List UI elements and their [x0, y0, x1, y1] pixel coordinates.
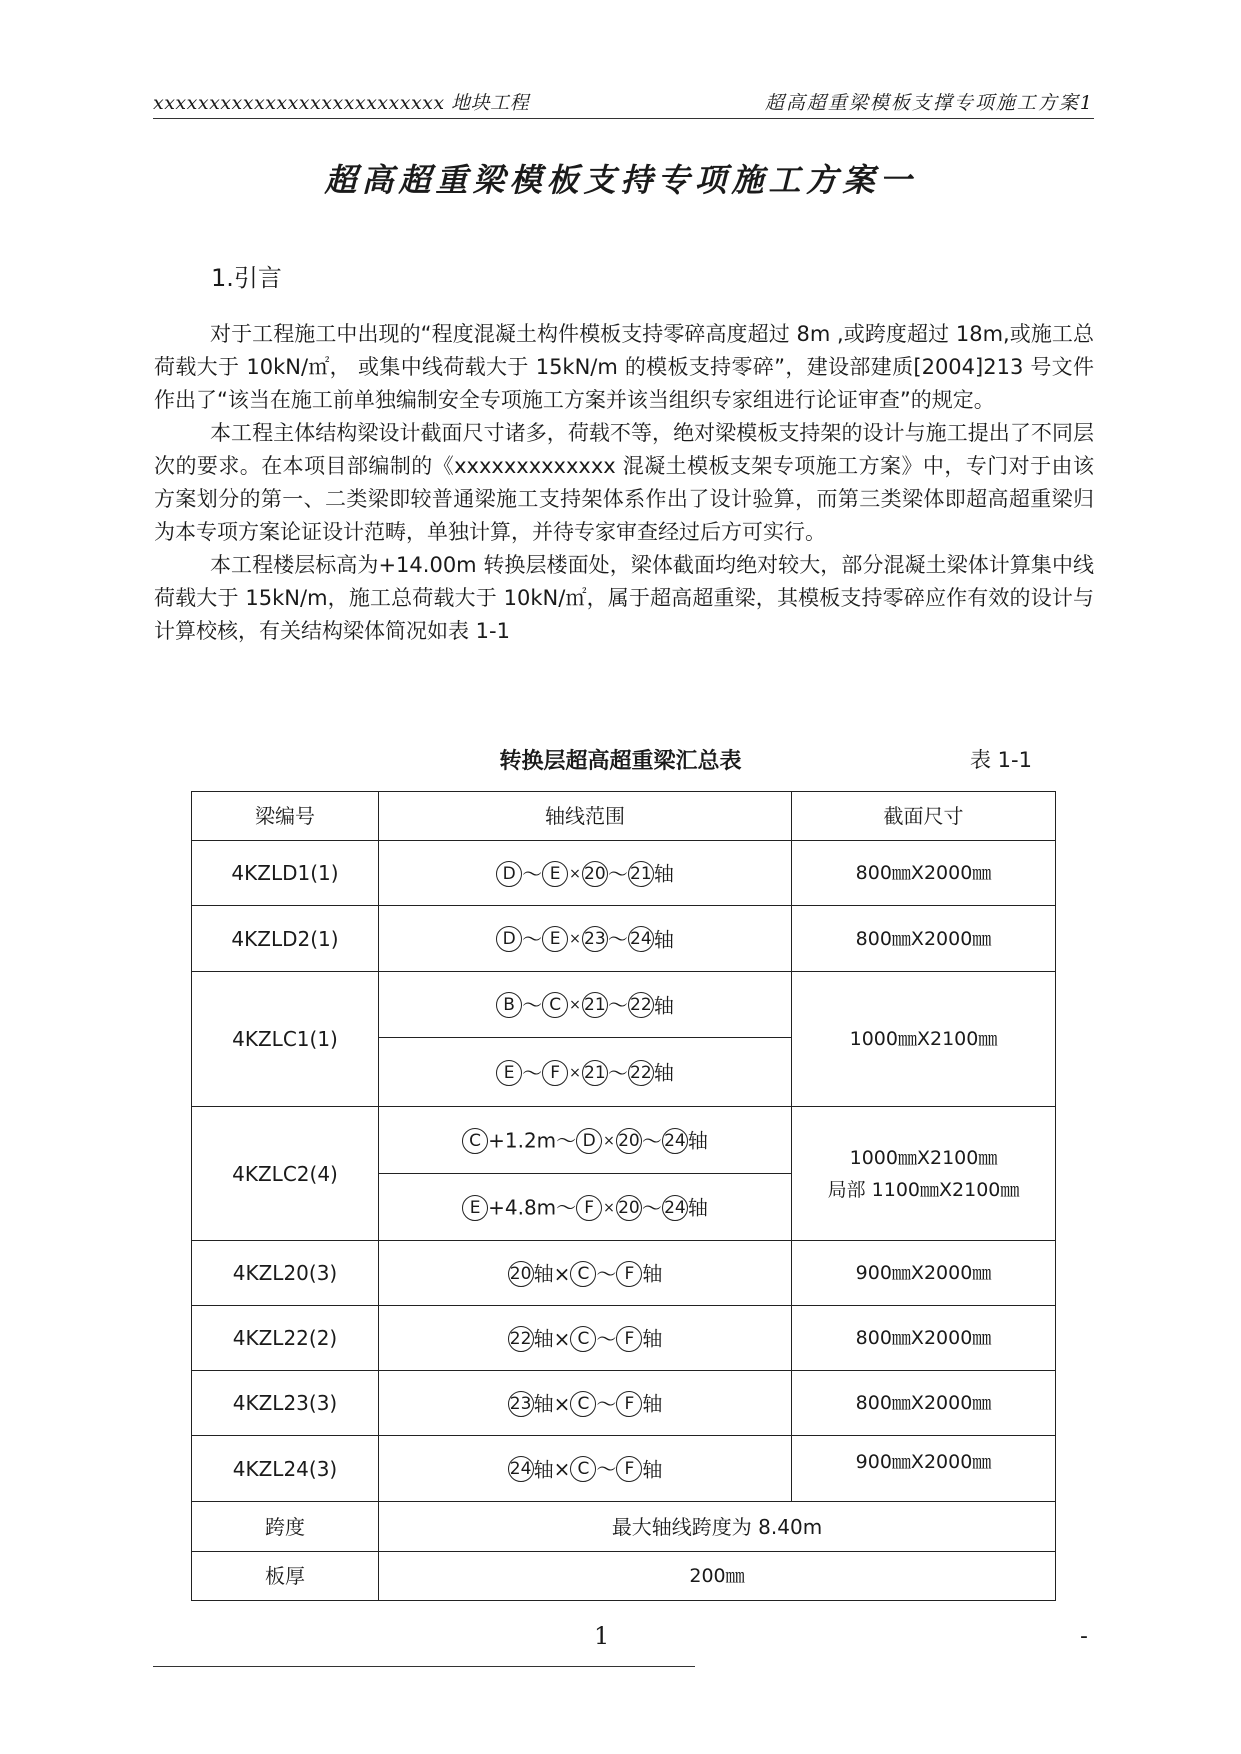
axis-circle: C: [570, 1456, 596, 1482]
span-label: 跨度: [192, 1502, 379, 1552]
section-size: [792, 1107, 1056, 1241]
axis-circle: F: [616, 1391, 642, 1417]
times: ×: [569, 1064, 581, 1081]
tilde: ～: [641, 1195, 662, 1220]
header-project: xxxxxxxxxxxxxxxxxxxxxxxxxx 地块工程: [153, 92, 530, 114]
running-header: [153, 84, 1094, 119]
axis-word: 轴: [533, 1391, 554, 1416]
axis-circle: E: [542, 926, 568, 952]
paragraph-1: 对于工程施工中出现的“程度混凝土构件模板支持零碎高度超过 8m ,或跨度超过 18m,或施工总荷载大于 10kN/㎡， 或集中线荷载大于 15kN/m 的模板支持零碎”，建设部建质[2004]213 号文件作出了“该当在施工前单独编制安全专项施工方案并该当组织专家组进行论证审查”的规定。: [154, 322, 1094, 412]
beam-id: 4KZL23(3): [192, 1371, 379, 1436]
times: ×: [553, 1261, 571, 1286]
axis-circle: D: [576, 1128, 602, 1154]
tilde: ～: [596, 1326, 617, 1351]
axis-circle: C: [570, 1261, 596, 1287]
axis-word: 轴: [653, 861, 674, 886]
section-size: 1000㎜X2100㎜: [792, 972, 1056, 1107]
section-size: 900㎜X2000㎜: [792, 1241, 1056, 1306]
axis-circle: 20: [582, 861, 608, 887]
axis-range: [379, 906, 792, 972]
axis-range: [379, 841, 792, 906]
axis-word: 轴: [642, 1326, 663, 1351]
header-beam-id: 梁编号: [192, 792, 379, 841]
tilde: ～: [522, 993, 543, 1018]
beam-id: 4KZL24(3): [192, 1436, 379, 1502]
footer-rule: [153, 1666, 695, 1667]
axis-word: 轴: [642, 1457, 663, 1482]
times: ×: [553, 1391, 571, 1416]
axis-circle: 24: [662, 1195, 688, 1221]
axis-range: [379, 1038, 792, 1107]
table-row: [192, 972, 1056, 1038]
span-value: 最大轴线跨度为 8.40m: [379, 1502, 1056, 1552]
axis-circle: 21: [628, 861, 654, 887]
header-axis-range: 轴线范围: [379, 792, 792, 841]
table-row: [192, 1552, 1056, 1601]
table-row: [192, 841, 1056, 906]
document-title: 超高超重梁模板支持专项施工方案一: [324, 161, 917, 199]
axis-circle: E: [542, 861, 568, 887]
axis-circle: 22: [628, 1060, 654, 1086]
section-size: 800㎜X2000㎜: [792, 841, 1056, 906]
axis-circle: 22: [508, 1326, 534, 1352]
axis-circle: C: [462, 1128, 488, 1154]
offset-text: +4.8m～: [488, 1195, 577, 1220]
table-row: [192, 1107, 1056, 1174]
axis-word: 轴: [642, 1261, 663, 1286]
tilde: ～: [607, 861, 628, 886]
offset-text: +1.2m～: [488, 1128, 577, 1153]
axis-word: 轴: [533, 1457, 554, 1482]
axis-circle: 24: [628, 926, 654, 952]
axis-circle: E: [462, 1195, 488, 1221]
times: ×: [569, 997, 581, 1014]
axis-range: [379, 1174, 792, 1241]
axis-word: 轴: [533, 1326, 554, 1351]
table-row: [192, 1502, 1056, 1552]
table-row: [192, 906, 1056, 972]
times: ×: [569, 931, 581, 948]
times: ×: [553, 1326, 571, 1351]
beam-id: 4KZLC2(4): [192, 1107, 379, 1241]
table-number: 表 1-1: [970, 748, 1032, 772]
header-doc-title: 超高超重梁模板支撑专项施工方案1: [764, 92, 1094, 114]
axis-circle: F: [616, 1456, 642, 1482]
axis-word: 轴: [533, 1261, 554, 1286]
beam-id: 4KZLD1(1): [192, 841, 379, 906]
axis-circle: 23: [508, 1391, 534, 1417]
axis-circle: B: [496, 992, 522, 1018]
axis-circle: 22: [628, 992, 654, 1018]
section-heading: 1.引言: [211, 264, 282, 292]
table-row: [192, 1241, 1056, 1306]
axis-range: [379, 1371, 792, 1436]
section-size: 800㎜X2000㎜: [792, 906, 1056, 972]
header-section-size: 截面尺寸: [792, 792, 1056, 841]
axis-range: [379, 1107, 792, 1174]
axis-circle: D: [496, 861, 522, 887]
tilde: ～: [641, 1128, 662, 1153]
tilde: ～: [596, 1391, 617, 1416]
body-text: [154, 318, 1094, 648]
axis-word: 轴: [687, 1195, 708, 1220]
axis-circle: F: [542, 1060, 568, 1086]
tilde: ～: [522, 1060, 543, 1085]
slab-label: 板厚: [192, 1552, 379, 1601]
axis-word: 轴: [653, 993, 674, 1018]
axis-circle: E: [496, 1060, 522, 1086]
axis-circle: 20: [616, 1195, 642, 1221]
beam-summary-table: [191, 791, 1056, 1601]
tilde: ～: [607, 927, 628, 952]
times: ×: [569, 865, 581, 882]
tilde: ～: [596, 1457, 617, 1482]
axis-word: 轴: [642, 1391, 663, 1416]
axis-circle: F: [576, 1195, 602, 1221]
table-header-row: [192, 792, 1056, 841]
tilde: ～: [522, 927, 543, 952]
axis-range: [379, 1241, 792, 1306]
times: ×: [603, 1132, 615, 1149]
axis-circle: C: [542, 992, 568, 1018]
table-caption: 转换层超高超重梁汇总表: [499, 749, 742, 774]
axis-circle: 21: [582, 1060, 608, 1086]
paragraph-2: 本工程主体结构梁设计截面尺寸诸多，荷载不等，绝对梁模板支持架的设计与施工提出了不同层次的要求。在本项目部编制的《xxxxxxxxxxxxx 混凝土模板支架专项施工方案》中，专门对于由该方案划分的第一、二类梁即较普通梁施工支持架体系作出了设计验算，而第三类梁体即超高超重梁归为本专项方案论证设计范畴，单独计算，并待专家审查经过后方可实行。: [154, 421, 1094, 544]
axis-circle: 24: [662, 1128, 688, 1154]
axis-circle: F: [616, 1261, 642, 1287]
section-size-local: 局部 1100㎜X2100㎜: [827, 1178, 1020, 1201]
section-size: 800㎜X2000㎜: [792, 1371, 1056, 1436]
axis-circle: F: [616, 1326, 642, 1352]
axis-range: [379, 1306, 792, 1371]
table-row: [192, 1371, 1056, 1436]
section-size: 800㎜X2000㎜: [792, 1306, 1056, 1371]
tilde: ～: [522, 861, 543, 886]
axis-range: [379, 972, 792, 1038]
axis-circle: 21: [582, 992, 608, 1018]
beam-id: 4KZLC1(1): [192, 972, 379, 1107]
paragraph-3: 本工程楼层标高为+14.00m 转换层楼面处，梁体截面均绝对较大，部分混凝土梁体计算集中线荷载大于 15kN/m，施工总荷载大于 10kN/㎡，属于超高超重梁，其模板支持零碎应作有效的设计与计算校核，有关结构梁体简况如表 1-1: [154, 553, 1094, 643]
table-row: [192, 1436, 1056, 1502]
times: ×: [603, 1199, 615, 1216]
beam-id: 4KZL20(3): [192, 1241, 379, 1306]
axis-word: 轴: [653, 1060, 674, 1085]
axis-word: 轴: [687, 1128, 708, 1153]
axis-circle: 24: [508, 1456, 534, 1482]
axis-circle: 20: [616, 1128, 642, 1154]
section-size-main: 1000㎜X2100㎜: [849, 1146, 998, 1169]
tilde: ～: [596, 1261, 617, 1286]
page-number: 1: [594, 1622, 610, 1650]
axis-range: [379, 1436, 792, 1502]
axis-circle: 23: [582, 926, 608, 952]
tilde: ～: [607, 993, 628, 1018]
beam-id: 4KZL22(2): [192, 1306, 379, 1371]
beam-id: 4KZLD2(1): [192, 906, 379, 972]
axis-word: 轴: [653, 927, 674, 952]
axis-circle: C: [570, 1391, 596, 1417]
times: ×: [553, 1457, 571, 1482]
axis-circle: D: [496, 926, 522, 952]
section-size: 900㎜X2000㎜: [792, 1436, 1056, 1502]
tilde: ～: [607, 1060, 628, 1085]
axis-circle: C: [570, 1326, 596, 1352]
table-row: [192, 1306, 1056, 1371]
axis-circle: 20: [508, 1261, 534, 1287]
page-dash: -: [1080, 1624, 1088, 1649]
slab-value: 200㎜: [379, 1552, 1056, 1601]
